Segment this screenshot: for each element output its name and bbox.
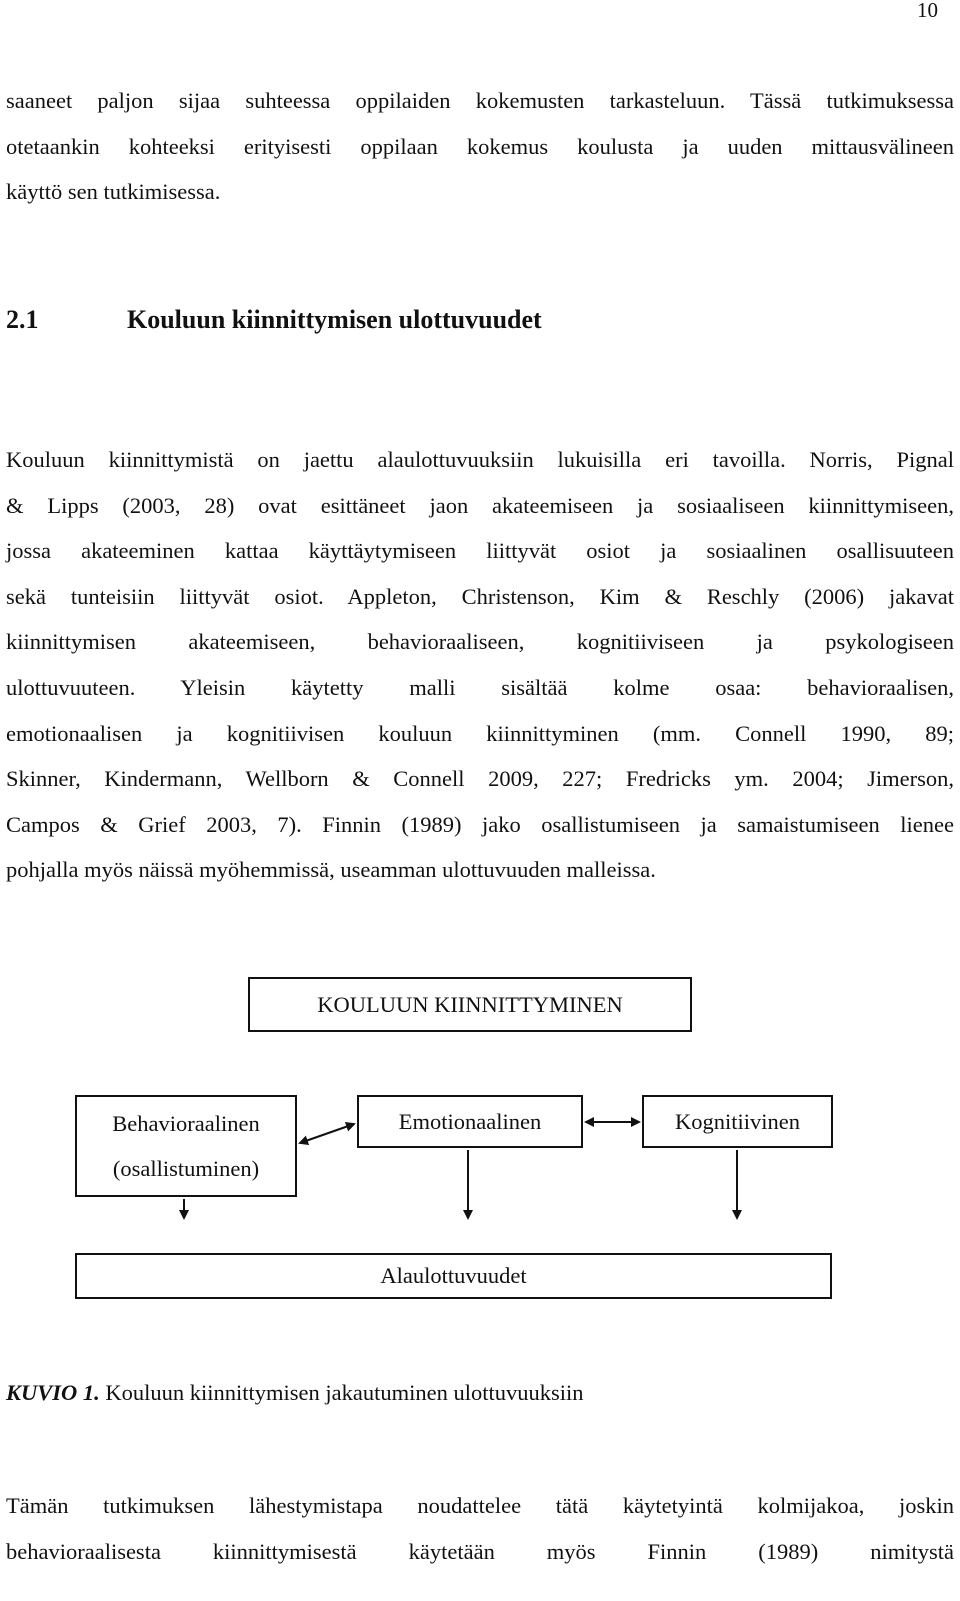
- text-line: kiinnittymisen akateemiseen, behavioraaliseen, kognitiiviseen ja psykologiseen: [6, 629, 954, 655]
- text-line: & Lipps (2003, 28) ovat esittäneet jaon akateemiseen ja sosiaaliseen kiinnittymiseen,: [6, 492, 954, 518]
- box-label: KOULUUN KIINNITTYMINEN: [317, 991, 623, 1017]
- paragraph-intro: [6, 78, 954, 215]
- caption-label: KUVIO 1.: [6, 1380, 100, 1405]
- section-heading: [6, 305, 542, 335]
- text-line: behavioraalisesta kiinnittymisestä käytetään myös Finnin (1989) nimitystä: [6, 1538, 954, 1564]
- text-line: Campos & Grief 2003, 7). Finnin (1989) jako osallistumiseen ja samaistumiseen lienee: [6, 811, 954, 837]
- box-label: Behavioraalinen: [112, 1111, 260, 1136]
- section-title: Kouluun kiinnittymisen ulottuvuudet: [127, 305, 542, 334]
- box-subdimensions: [75, 1253, 832, 1299]
- text-line: Skinner, Kindermann, Wellborn & Connell 2009, 227; Fredricks ym. 2004; Jimerson,: [6, 766, 954, 792]
- paragraph-body: [6, 437, 954, 893]
- text-line: otetaankin kohteeksi erityisesti oppilaan kokemus koulusta ja uuden mittausvälineen: [6, 133, 954, 159]
- text-line: saaneet paljon sijaa suhteessa oppilaiden kokemusten tarkasteluun. Tässä tutkimuksessa: [6, 88, 954, 113]
- box-behavioral: [75, 1095, 297, 1197]
- text-line: ulottuvuuteen. Yleisin käytetty malli sisältää kolme osaa: behavioraalisen,: [6, 674, 954, 700]
- figure-caption: [6, 1370, 584, 1415]
- paragraph-continuation: [6, 1483, 954, 1574]
- box-label: Kognitiivinen: [675, 1108, 800, 1134]
- box-label: (osallistuminen): [112, 1156, 260, 1181]
- section-number: 2.1: [6, 305, 39, 334]
- text-line: Tämän tutkimuksen lähestymistapa noudattelee tätä käytetyintä kolmijakoa, joskin: [6, 1493, 954, 1518]
- text-line: pohjalla myös näissä myöhemmissä, useamman ulottuvuuden malleissa.: [6, 857, 656, 883]
- page-number: 10: [917, 0, 938, 22]
- text-line: sekä tunteisiin liittyvät osiot. Appleton, Christenson, Kim & Reschly (2006) jakavat: [6, 583, 954, 609]
- text-line: jossa akateeminen kattaa käyttäytymiseen liittyvät osiot ja sosiaalinen osallisuuteen: [6, 538, 954, 564]
- box-label: Alaulottuvuudet: [380, 1263, 527, 1288]
- arrow-behavioral-emotional: [300, 1124, 354, 1143]
- text-line: käyttö sen tutkimisessa.: [6, 179, 221, 205]
- text-line: emotionaalisen ja kognitiivisen kouluun kiinnittyminen (mm. Connell 1990, 89;: [6, 720, 954, 746]
- box-label: Emotionaalinen: [398, 1108, 542, 1134]
- box-school-engagement: [248, 977, 692, 1032]
- text-line: Kouluun kiinnittymistä on jaettu alaulottuvuuksiin lukuisilla eri tavoilla. Norris, Pignal: [6, 447, 954, 472]
- box-emotional: [357, 1095, 583, 1148]
- box-cognitive: [642, 1095, 833, 1148]
- caption-text: Kouluun kiinnittymisen jakautuminen ulottuvuuksiin: [99, 1380, 584, 1405]
